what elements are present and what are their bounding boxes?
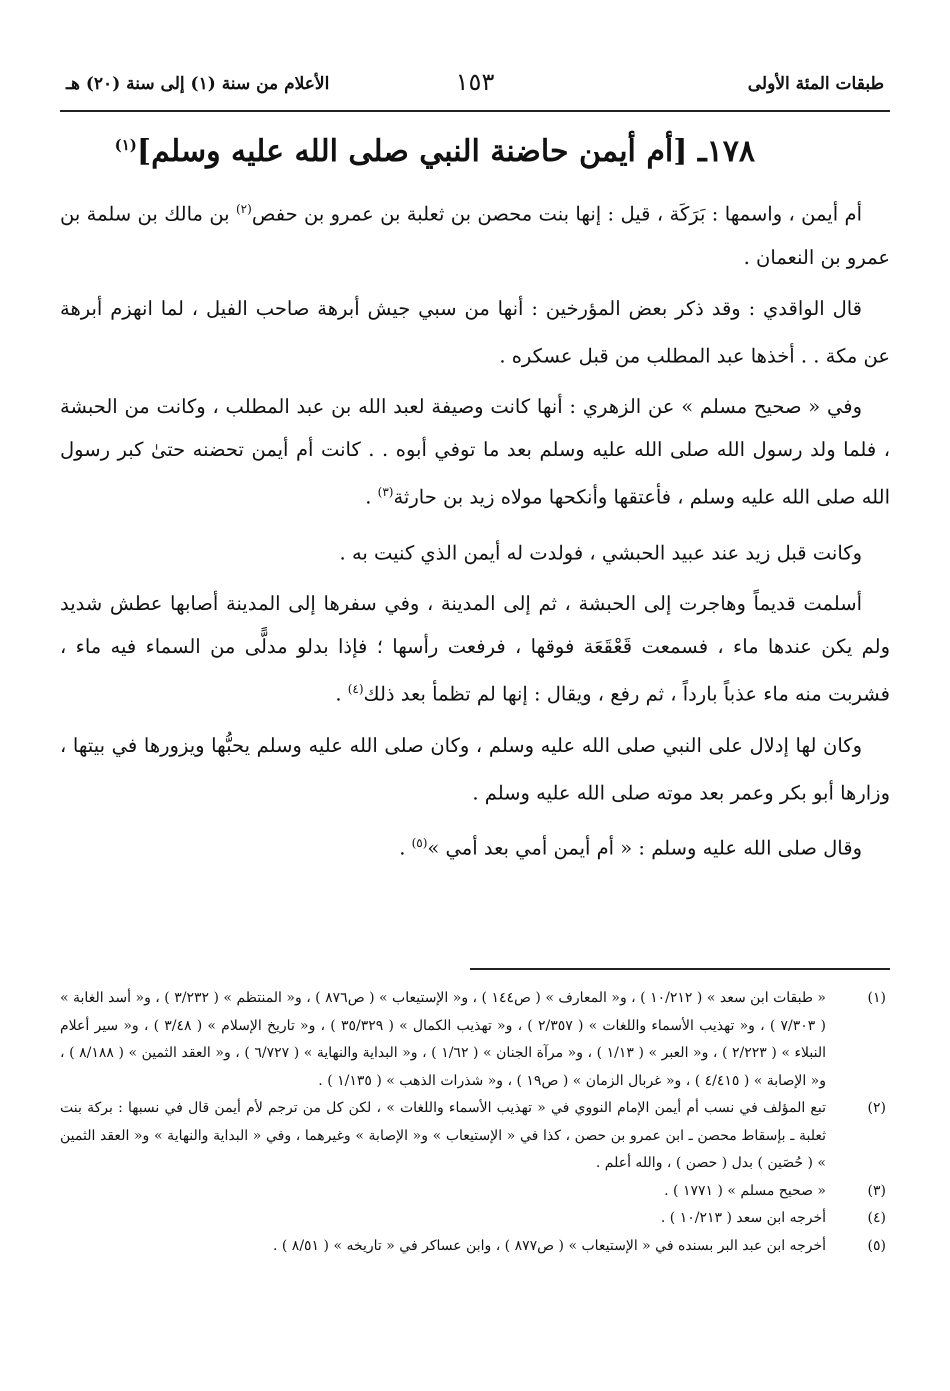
footnote-divider xyxy=(470,968,890,970)
footnote xyxy=(60,1233,890,1261)
paragraph: وفي « صحيح مسلم » عن الزهري : أنها كانت وصيفة لعبد الله بن عبد المطلب ، وكانت من الحبشة ، فلما ولد رسول الله صلى الله عليه وسلم بعد ما توفي أبوه . . كانت أم أيمن تحضنه حتىٰ كبر رسول الله صلى الله عليه وسلم ، فأعتقها وأنكحها مولاه زيد بن حارثة$^{(٣)}$ . xyxy=(60,395,890,509)
footnote-text: أخرجه ابن سعد ( ١٠/٢١٣ ) . xyxy=(660,1210,826,1226)
footnote-number: (١) xyxy=(867,990,886,1006)
entry-title xyxy=(60,134,755,169)
entry-title-text: ١٧٨ـ [أم أيمن حاضنة النبي صلى الله عليه وسلم] xyxy=(136,134,755,169)
footnote-ref: (٣) xyxy=(377,485,394,499)
running-header xyxy=(60,66,890,112)
footnote-ref: (١) xyxy=(114,136,137,154)
footnote-ref: (٤) xyxy=(347,682,364,696)
paragraph: أم أيمن ، واسمها : بَرَكَة ، قيل : إنها بنت محصن بن ثعلبة بن عمرو بن حفص$^{(٢)}$ بن مالك بن سلمة بن عمرو بن النعمان . xyxy=(60,202,890,269)
footnote xyxy=(60,1205,890,1233)
footnote-number: (٤) xyxy=(867,1210,886,1226)
footnote-text: أخرجه ابن عبد البر بسنده في « الإستيعاب » ( ص٨٧٧ ) ، وابن عساكر في « تاريخه » ( ٨/٥١ ) . xyxy=(272,1237,826,1254)
footnote-number: (٢) xyxy=(867,1100,886,1116)
footnote-text: تبع المؤلف في نسب أم أيمن الإمام النووي في « تهذيب الأسماء واللغات » ، لكن كل من ترجم لأم أيمن قال في نسبها : بركة بنت ثعلبة ـ بإسقاط محصن ـ ابن عمرو بن حصن ، كذا في « الإستيعاب » و« الإصابة » وغيرهما ، وفي « البداية والنهاية » و« العقد الثمين » ( حُصَين ) بدل ( حصن ) ، والله أعلم . xyxy=(60,1100,826,1171)
footnotes xyxy=(60,985,890,1260)
page-number: ١٥٣ xyxy=(455,68,495,96)
paragraph: أسلمت قديماً وهاجرت إلى الحبشة ، ثم إلى المدينة ، وفي سفرها إلى المدينة أصابها عطش شديد ولم يكن عندها ماء ، فسمعت قَعْقَعَة فوقها ، فرفعت رأسها ؛ فإذا بدلو مدلًّى من السماء فيه ماء ، فشربت منه ماء عذباً بارداً ، ثم رفع ، ويقال : إنها لم تظمأ بعد ذلك$^{(٤)}$ . xyxy=(60,592,890,706)
footnote-text: « صحيح مسلم » ( ١٧٧١ ) . xyxy=(664,1182,826,1199)
footnote-number: (٥) xyxy=(867,1237,886,1254)
paragraph: وقال صلى الله عليه وسلم : « أم أيمن أمي بعد أمي »$^{(٥)}$ . xyxy=(399,836,862,860)
paragraph: وكانت قبل زيد عند عبيد الحبشي ، فولدت له أيمن الذي كنيت به . xyxy=(339,541,862,564)
footnote-ref: (٢) xyxy=(235,202,252,216)
footnote xyxy=(60,985,890,1095)
book-section-title: طبقات المئة الأولى xyxy=(747,74,884,94)
paragraph: وكان لها إدلال على النبي صلى الله عليه وسلم ، وكان صلى الله عليه وسلم يحبُّها ويزورها في بيتها ، وزارها أبو بكر وعمر بعد موته صلى الله عليه وسلم . xyxy=(60,733,890,804)
paragraph: قال الواقدي : وقد ذكر بعض المؤرخين : أنها من سبي جيش أبرهة صاحب الفيل ، لما انهزم أبرهة عن مكة . . أخذها عبد المطلب من قبل عسكره . xyxy=(60,296,890,367)
main-text xyxy=(60,188,890,878)
footnote xyxy=(60,1095,890,1178)
chapter-range-title: الأعلام من سنة (١) إلى سنة (٢٠) هـ xyxy=(66,74,330,94)
footnote-text: « طبقات ابن سعد » ( ١٠/٢١٢ ) ، و« المعارف » ( ص١٤٤ ) ، و« الإستيعاب » ( ص٨٧٦ ) ، و« المنتظم » ( ٣/٢٣٢ ) ، و« أسد الغابة » ( ٧/٣٠٣ ) ، و« تهذيب الأسماء واللغات » ( ٢/٣٥٧ ) ، و« تهذيب الكمال » ( ٣٥/٣٢٩ ) ، و« تاريخ الإسلام » ( ٣/٤٨ ) ، و« سير أعلام النبلاء » ( ٢/٢٢٣ ) ، و« العبر » ( ١/١٣ ) ، و« مرآة الجنان » ( ١/٦٢ ) ، و« البداية والنهاية » ( ٦/٧٢٧ ) ، و« العقد الثمين » ( ٨/١٨٨ ) ، و« الإصابة » ( ٤/٤١٥ ) ، و« غربال الزمان » ( ص١٩ ) ، و« شذرات الذهب » ( ١/١٣٥ ) . xyxy=(60,990,827,1089)
footnote-ref: (٥) xyxy=(411,836,428,850)
footnote-number: (٣) xyxy=(867,1182,886,1199)
footnote xyxy=(60,1178,890,1206)
